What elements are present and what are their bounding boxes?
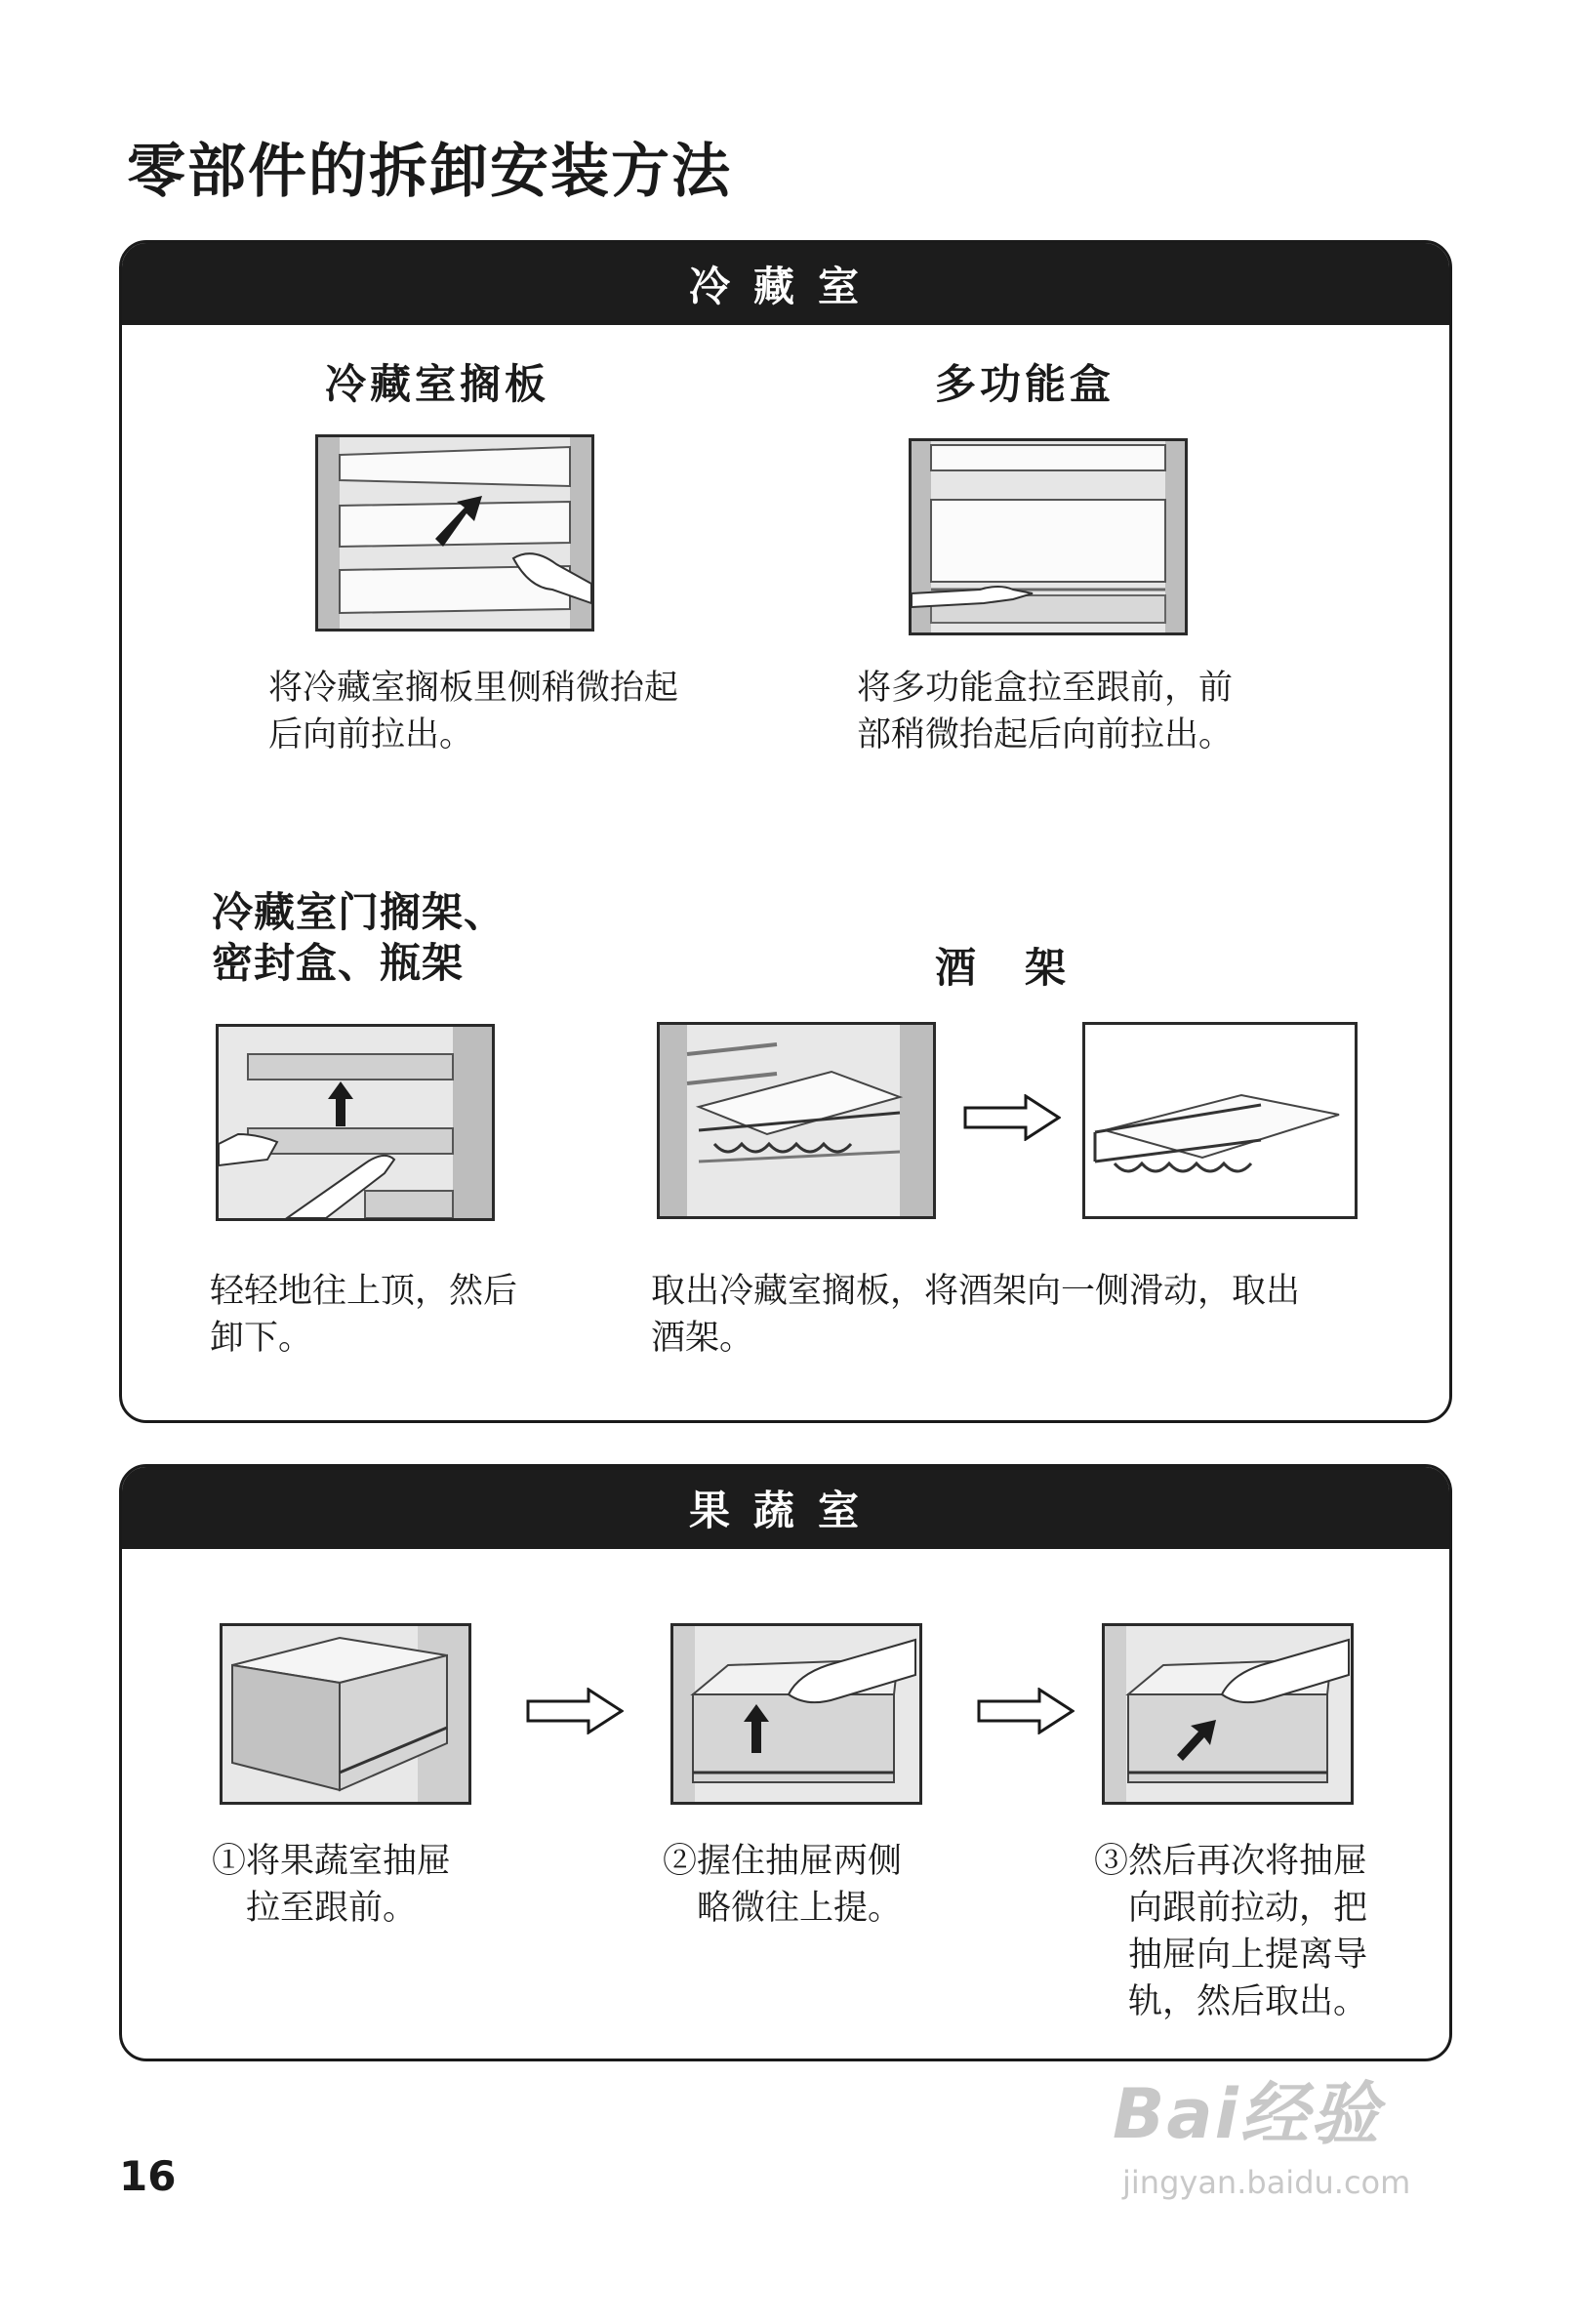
door-desc [210,1268,517,1362]
wine-arrow-right-icon [963,1094,1061,1145]
wine-illustration-installed [657,1022,936,1219]
multibox-drawing [912,441,1185,632]
watermark-logo-text: Bai经验 [1113,2074,1381,2154]
veg-step-1-line-1: ①将果蔬室抽屉 [212,1842,452,1881]
shelf-desc-line-1: 将冷藏室搁板里侧稍微抬起 [268,669,679,708]
veg-panel-header: 果蔬室 [122,1467,1449,1549]
wine-desc-line-2: 酒架。 [651,1319,754,1358]
wine-desc [651,1268,1300,1362]
wine-removed-drawing [1085,1025,1355,1216]
multibox-illustration [909,438,1188,635]
veg-step-2-drawing [673,1626,919,1802]
veg-panel [119,1464,1452,2061]
shelf-drawing [318,437,591,629]
veg-step-3-illustration [1102,1623,1354,1805]
page-number: 16 [119,2152,177,2200]
wine-illustration-removed [1082,1022,1358,1219]
multibox-desc-line-2: 部稍微抬起后向前拉出。 [857,715,1234,754]
veg-step-2-illustration [670,1623,922,1805]
door-drawing [219,1027,492,1218]
wine-heading: 酒 架 [935,944,1071,992]
veg-step-3-line-3: 抽屉向上提离导 [1094,1936,1368,1975]
door-heading [212,887,506,989]
veg-step-1-line-2: 拉至跟前。 [212,1889,418,1928]
wine-installed-drawing [660,1025,933,1216]
door-desc-line-2: 卸下。 [210,1319,313,1358]
veg-step-2-line-2: 略微往上提。 [663,1889,903,1928]
shelf-heading: 冷藏室搁板 [325,360,550,408]
door-illustration [216,1024,495,1221]
veg-arrow-2-icon [977,1688,1075,1738]
veg-step-1-illustration [220,1623,471,1805]
veg-step-1-drawing [223,1626,468,1802]
door-desc-line-1: 轻轻地往上顶，然后 [210,1272,518,1311]
baidu-watermark [1113,2059,1410,2201]
veg-step-2-desc [663,1838,902,1932]
veg-step-1-desc [212,1838,451,1932]
fridge-panel [119,240,1452,1423]
veg-arrow-1-icon [526,1688,624,1738]
veg-step-3-line-4: 轨，然后取出。 [1094,1982,1368,2021]
veg-step-3-line-2: 向跟前拉动，把 [1094,1889,1368,1928]
veg-step-3-desc [1094,1838,1367,2025]
veg-step-3-line-1: ③然后再次将抽屉 [1094,1842,1368,1881]
shelf-desc [268,665,678,758]
veg-step-2-line-1: ②握住抽屉两侧 [663,1842,903,1881]
shelf-illustration [315,434,594,632]
multibox-desc-line-1: 将多功能盒拉至跟前，前 [857,669,1234,708]
door-heading-line-1: 冷藏室门搁架、 [212,888,507,936]
page-title: 零部件的拆卸安装方法 [127,138,732,206]
veg-step-3-drawing [1105,1626,1351,1802]
fridge-panel-header: 冷藏室 [122,243,1449,325]
multibox-heading: 多功能盒 [935,360,1116,408]
multibox-desc [857,665,1233,758]
shelf-desc-line-2: 后向前拉出。 [268,715,474,754]
wine-desc-line-1: 取出冷藏室搁板，将酒架向一侧滑动，取出 [651,1272,1301,1311]
door-heading-line-2: 密封盒、瓶架 [212,939,465,987]
watermark-url: jingyan.baidu.com [1122,2164,1411,2201]
